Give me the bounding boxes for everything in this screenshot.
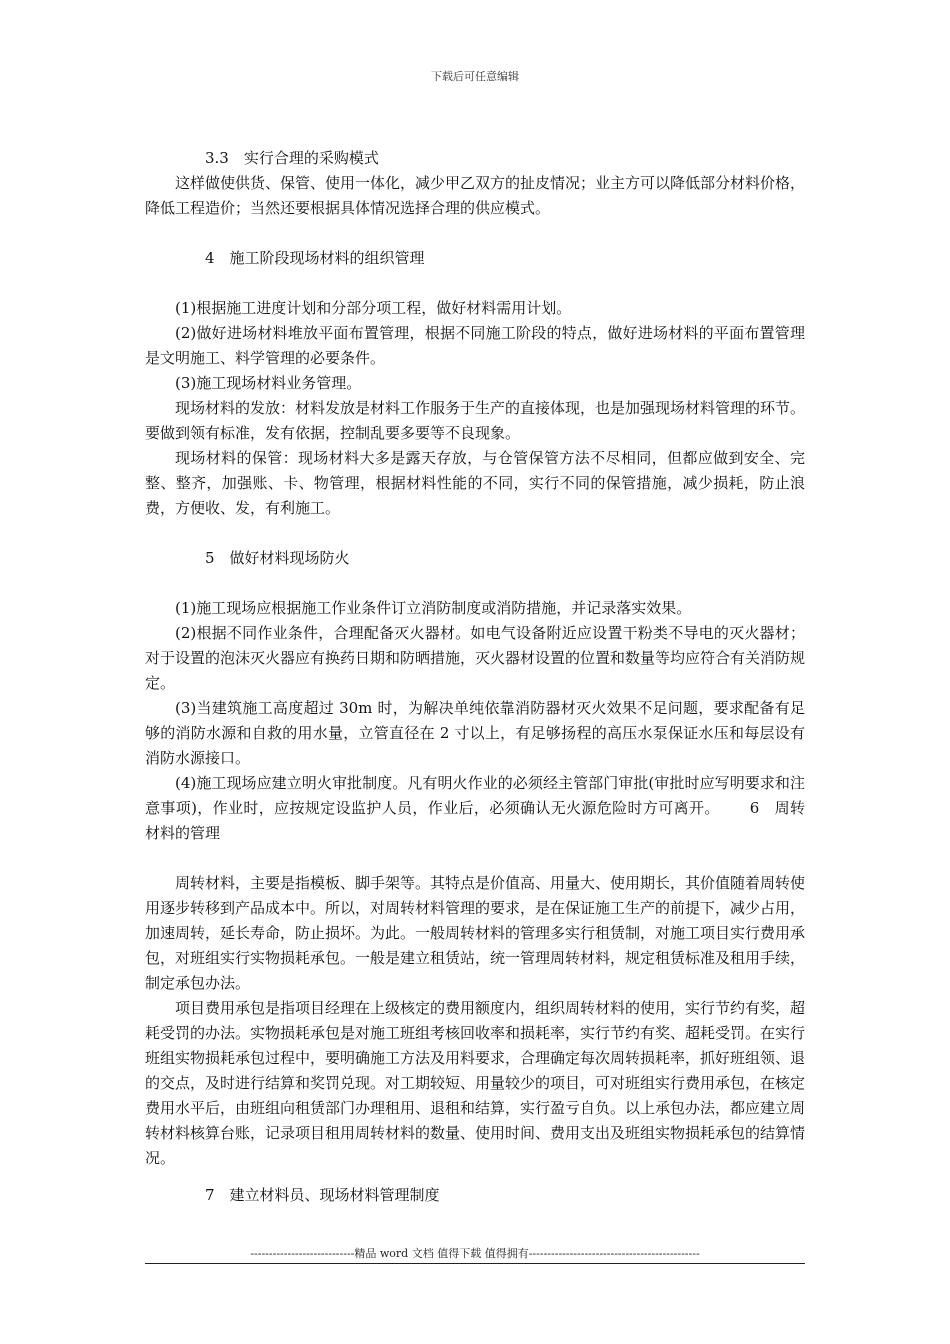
section-title-6: 周转材料的管理 bbox=[145, 799, 805, 842]
paragraph: 现场材料的保管：现场材料大多是露天存放，与仓管保管方法不尽相同，但都应做到安全、完整、整齐，加强账、卡、物管理，根据材料性能的不同，实行不同的保管措施，减少损耗，防止浪费，方便收、发，有利施工。 bbox=[145, 449, 805, 517]
paragraph: 项目费用承包是指项目经理在上级核定的费用额度内，组织周转材料的使用，实行节约有奖，超耗受罚的办法。实物损耗承包是对施工班组考核回收率和损耗率，实行节约有奖、超耗受罚。在实行班组实物损耗承包过程中，要明确施工方法及用料要求，合理确定每次周转损耗率，抓好班组领、退的交点，及时进行结算和奖罚兑现。对工期较短、用量较少的项目，可对班组实行费用承包，在核定费用水平后，由班组向租赁部门办理租用、退租和结算，实行盈亏自负。以上承包办法，都应建立周转材料核算台账，记录项目租用周转材料的数量、使用时间、费用支出及班组实物损耗承包的结算情况。 bbox=[145, 999, 806, 1167]
paragraph: (3)当建筑施工高度超过 30m 时，为解决单纯依靠消防器材灭火效果不足问题，要求配备有足够的消防水源和自救的用水量，立管直径在 2 寸以上，有足够扬程的高压水泵保证水压和每层设有消防水源接口。 bbox=[145, 699, 805, 767]
paragraph: (3)施工现场材料业务管理。 bbox=[175, 374, 362, 392]
paragraph: 现场材料的发放：材料发放是材料工作服务于生产的直接体现，也是加强现场材料管理的环节。要做到领有标准，发有依据，控制乱要多要等不良现象。 bbox=[145, 399, 806, 442]
paragraph-text: (4)施工现场应建立明火审批制度。凡有明火作业的必须经主管部门审批(审批时应写明要求和注意事项)，作业时，应按规定设监护人员，作业后，必须确认无火源危险时方可离开。 bbox=[145, 774, 805, 817]
section-heading-3-3 bbox=[145, 146, 805, 171]
section-heading-7 bbox=[145, 1183, 805, 1208]
paragraph: (2)根据不同作业条件，合理配备灭火器材。如电气设备附近应设置干粉类不导电的灭火器材；对于设置的泡沫灭火器应有换药日期和防晒措施，灭火器材设置的位置和数量等均应符合有关消防规定。 bbox=[145, 624, 806, 692]
paragraph bbox=[145, 771, 805, 846]
paragraph: (1)施工现场应根据施工作业条件订立消防制度或消防措施，并记录落实效果。 bbox=[175, 599, 692, 617]
section-heading-4 bbox=[145, 246, 805, 271]
document-body bbox=[145, 146, 805, 1208]
section-title: 建立材料员、现场材料管理制度 bbox=[229, 1186, 440, 1204]
footer-divider bbox=[145, 1263, 805, 1264]
page-footer: ----------------------------精品 word 文档 值得下载 值得拥有---------------------------------------------- bbox=[250, 1247, 700, 1260]
section-number: 3.3 bbox=[205, 149, 229, 167]
section-title: 实行合理的采购模式 bbox=[243, 149, 379, 167]
section-number: 5 bbox=[205, 549, 215, 567]
paragraph: (2)做好进场材料堆放平面布置管理，根据不同施工阶段的特点，做好进场材料的平面布置管理是文明施工、料学管理的必要条件。 bbox=[145, 324, 805, 367]
paragraph: 周转材料，主要是指模板、脚手架等。其特点是价值高、用量大、使用期长，其价值随着周转使用逐步转移到产品成本中。所以，对周转材料管理的要求，是在保证施工生产的前提下，减少占用，加速周转，延长寿命，防止损坏。为此。一般周转材料的管理多实行租赁制，对施工项目实行费用承包，对班组实行实物损耗承包。一般是建立租赁站，统一管理周转材料，规定租赁标准及租用手续，制定承包办法。 bbox=[145, 874, 806, 992]
section-title: 施工阶段现场材料的组织管理 bbox=[229, 249, 425, 267]
paragraph: (1)根据施工进度计划和分部分项工程，做好材料需用计划。 bbox=[175, 299, 572, 317]
paragraph: 这样做使供货、保管、使用一体化，减少甲乙双方的扯皮情况；业主方可以降低部分材料价格，降低工程造价；当然还要根据具体情况选择合理的供应模式。 bbox=[145, 174, 806, 217]
section-title: 做好材料现场防火 bbox=[229, 549, 350, 567]
section-number-6: 6 bbox=[749, 799, 760, 817]
section-number: 7 bbox=[205, 1186, 215, 1204]
section-number: 4 bbox=[205, 249, 215, 267]
page-header: 下载后可任意编辑 bbox=[431, 70, 519, 83]
section-heading-5 bbox=[145, 546, 805, 571]
